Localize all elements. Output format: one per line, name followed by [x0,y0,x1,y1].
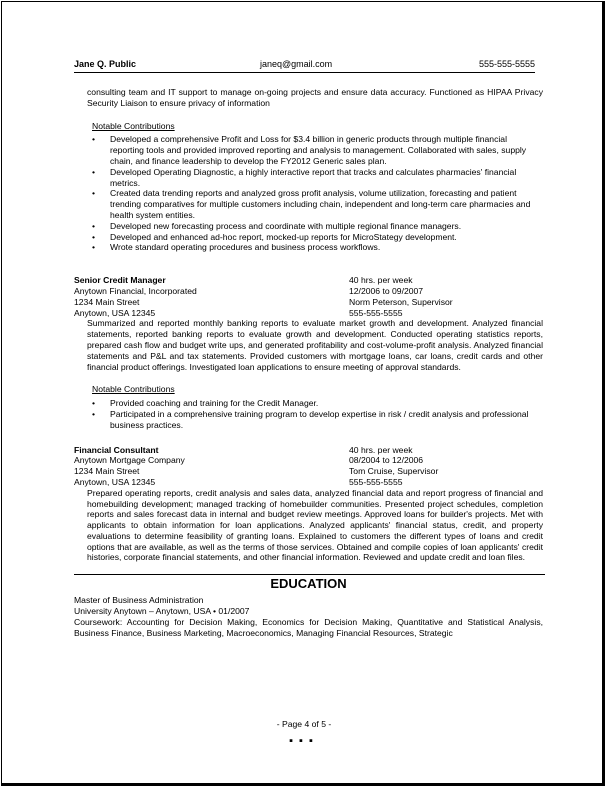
job-phone: 555-555-5555 [349,307,403,318]
page-number: - Page 4 of 5 - [276,719,332,729]
job-supervisor: Norm Peterson, Supervisor [349,296,453,307]
header-email: janeq@gmail.com [260,59,333,69]
list-item: • Created data trending reports and analyzed gross profit analysis, volume utilization, forecasting and patient trending comparatives for multiple customers including chain, independent and long-term care pharmacies and health system entities. [110,188,543,220]
education-coursework: Coursework: Accounting for Decision Making, Economics for Decision Making, Quantitative and Statistical Analysis, Business Finance, Business Marketing, Macroeconomics, Managing Financial Resources, Strategic [74,616,543,638]
list-item: • Participated in a comprehensive training program to develop expertise in risk / credit analysis and professional business practices. [110,409,543,431]
job-hours: 40 hrs. per week [349,444,413,455]
resume-page [1,1,605,786]
job-hours: 40 hrs. per week [349,275,413,286]
job-company: Anytown Financial, Incorporated [74,285,197,296]
job-senior-credit-manager [74,275,543,430]
job-title: Financial Consultant [74,444,159,455]
header-divider [74,72,535,73]
header-phone: 555-555-5555 [478,59,535,69]
job-dates: 12/2006 to 09/2007 [349,285,424,296]
resume-body [74,87,543,638]
job-title: Senior Credit Manager [74,275,166,286]
footer-dots: ▪▪▪ [289,735,319,747]
job-street: 1234 Main Street [74,466,140,477]
job-summary: Summarized and reported monthly banking reports to evaluate market growth and development. Analyzed financial statements, reported banking reports to evaluate growth and development. Conducted operating statistics reports, prepared cash flow and budget write ups, and generated profitability and cost-volume-profit analysis. Analyzed financial statements and P&L and tax statements. Provided customers with mortgage loans, car loans, credit cards and other financial product offerings. Investigated loan applications to ensure meeting of approval standards. [87,318,543,372]
job-company: Anytown Mortgage Company [74,455,185,466]
job-phone: 555-555-5555 [349,476,403,487]
list-item: • Developed a comprehensive Profit and Loss for $3.4 billion in generic products through multiple financial reporting tools and provided improved reporting and analysis to management. Collaborated with sales, supply chain, and finance leadership to develop the FY2012 Generic sales plan. [110,134,543,166]
page-header [74,58,535,72]
list-item: • Developed and enhanced ad-hoc report, mocked-up reports for MicroStategy development. [110,232,543,243]
contributions-list [74,134,543,253]
list-item: • Wrote standard operating procedures and business process workflows. [110,242,543,253]
list-item: • Developed Operating Diagnostic, a highly interactive report that tracks and calculates pharmacies' financial metrics. [110,167,543,189]
job-street: 1234 Main Street [74,296,140,307]
job-summary: Prepared operating reports, credit analysis and sales data, analyzed financial data and report progress of financial and homebuilding development; managed tracking of homebuilder communities. Presented project schedules, completion reports and sales forecast data in internal and budget review meetings. Approved loans for builder's projects. Met with applicants to obtain information for loan applications. Analyzed applicants' financial status, credit, and property evaluations to determine feasibility of granting loans. Explained to customers the different types of loans and credit options that are available, as well as the terms of those services. Obtained and compile copies of loan applicants' credit histories, corporate financial statements, and other financial information. Reviewed and update credit and loan files. [87,487,543,563]
job-city: Anytown, USA 12345 [74,307,156,318]
job-dates: 08/2004 to 12/2006 [349,455,424,466]
contributions-list [74,398,543,430]
list-item: • Provided coaching and training for the Credit Manager. [110,398,543,409]
education-heading: EDUCATION [270,576,347,592]
notable-contributions-heading: Notable Contributions [92,120,175,131]
list-item: • Developed new forecasting process and coordinate with multiple regional finance managers. [110,221,543,232]
job-financial-consultant [74,445,543,564]
header-name: Jane Q. Public [74,59,137,69]
education-school: University Anytown – Anytown, USA • 01/2007 [74,606,250,617]
education-degree: Master of Business Administration [74,595,204,606]
job-city: Anytown, USA 12345 [74,476,156,487]
education-divider [74,574,545,575]
notable-contributions-heading: Notable Contributions [92,384,175,395]
job-supervisor: Tom Cruise, Supervisor [349,466,439,477]
intro-paragraph: consulting team and IT support to manage on-going projects and ensure data accuracy. Functioned as HIPAA Privacy Security Liaison to ensure privacy of information [87,87,543,108]
